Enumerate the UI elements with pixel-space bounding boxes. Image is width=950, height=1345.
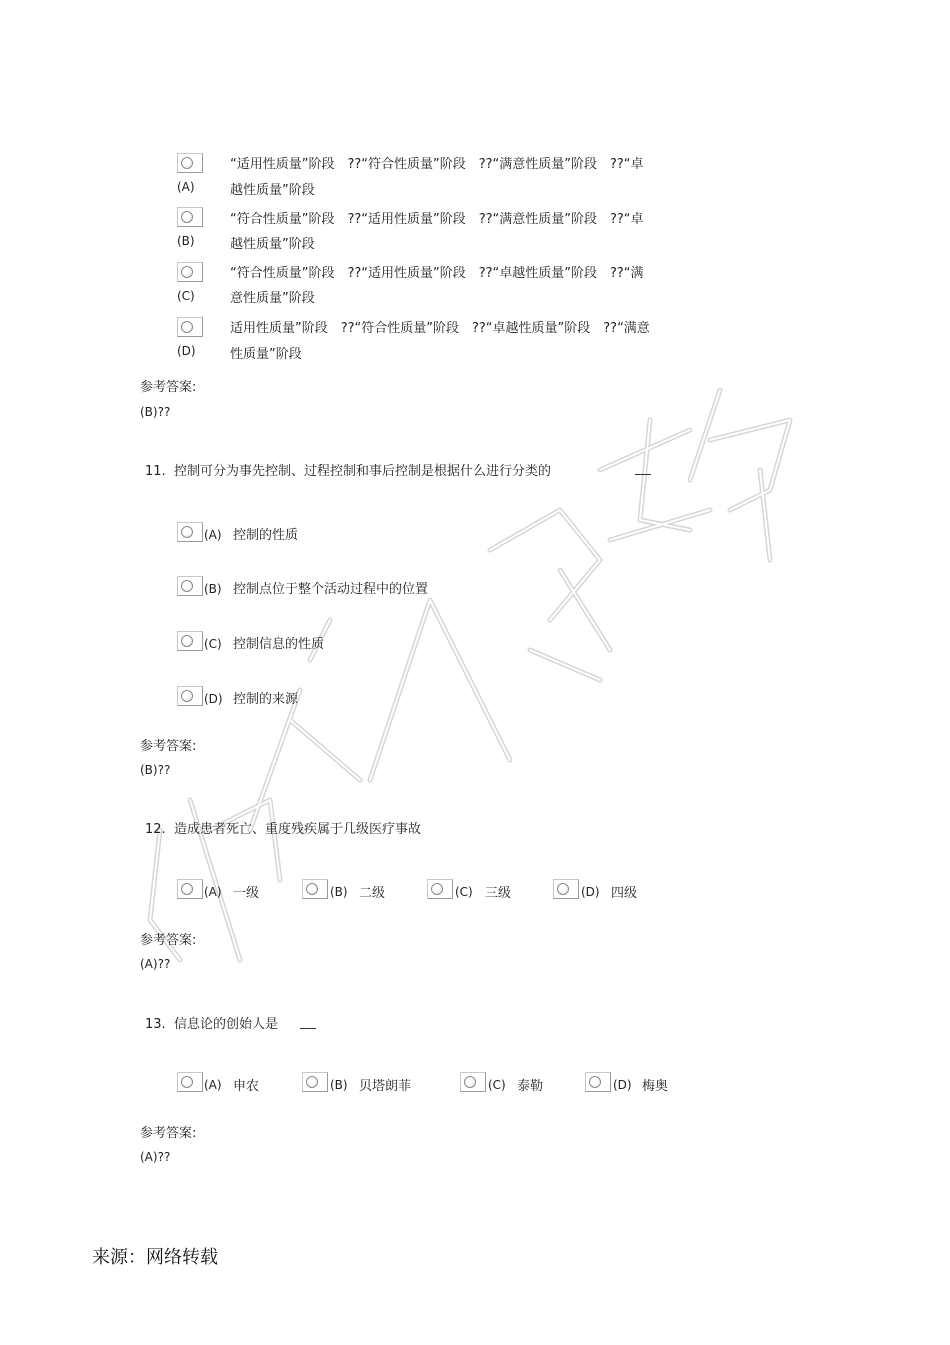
radio-button[interactable] (177, 522, 203, 542)
option-letter: (C) (488, 1078, 506, 1092)
question-12 (145, 818, 421, 837)
answer-value: (B)?? (140, 405, 171, 419)
question-text: 控制可分为事先控制、过程控制和事后控制是根据什么进行分类的 (173, 464, 551, 479)
option-text: 四级 (611, 886, 638, 901)
radio-button[interactable] (177, 879, 203, 899)
answer-label: 参考答案: (140, 933, 197, 948)
option-letter: (A) (204, 528, 222, 542)
option-letter: (C) (204, 637, 222, 651)
option-text-line2: 越性质量”阶段 (230, 237, 315, 252)
question-text: 信息论的创始人是 (173, 1017, 278, 1032)
option-text-line2: 意性质量”阶段 (230, 291, 315, 306)
answer-blank (635, 473, 651, 475)
option-text-line2: 越性质量”阶段 (230, 183, 315, 198)
option-text: 申农 (233, 1079, 260, 1094)
radio-button[interactable] (302, 1072, 328, 1092)
answer-blank (300, 1027, 316, 1029)
question-number: 12. (145, 822, 166, 837)
radio-button[interactable] (177, 631, 203, 651)
option-letter: (D) (204, 692, 223, 706)
option-text-line1: “符合性质量”阶段 ??“适用性质量”阶段 ??“满意性质量”阶段 ??“卓 (230, 212, 644, 227)
option-text: 控制信息的性质 (233, 637, 325, 652)
option-text-line1: “符合性质量”阶段 ??“适用性质量”阶段 ??“卓越性质量”阶段 ??“满 (230, 266, 644, 281)
option-letter: (A) (204, 1078, 222, 1092)
option-letter: (D) (177, 344, 196, 358)
answer-label: 参考答案: (140, 1126, 197, 1141)
radio-button[interactable] (585, 1072, 611, 1092)
option-text-line2: 性质量”阶段 (230, 347, 302, 362)
radio-button[interactable] (302, 879, 328, 899)
option-letter: (B) (330, 885, 348, 899)
radio-button[interactable] (177, 153, 203, 173)
option-text: 二级 (359, 886, 386, 901)
option-text: 梅奥 (642, 1079, 669, 1094)
option-text: 三级 (485, 886, 512, 901)
option-text: 贝塔朗菲 (359, 1079, 412, 1094)
question-text: 造成患者死亡、重度残疾属于几级医疗事故 (173, 822, 421, 837)
option-letter: (D) (613, 1078, 632, 1092)
answer-label: 参考答案: (140, 380, 197, 395)
question-11 (145, 460, 551, 479)
answer-value: (A)?? (140, 957, 171, 971)
option-text: 控制的性质 (233, 528, 299, 543)
question-number: 13. (145, 1017, 166, 1032)
option-text-line1: “适用性质量”阶段 ??“符合性质量”阶段 ??“满意性质量”阶段 ??“卓 (230, 157, 644, 172)
option-letter: (C) (455, 885, 473, 899)
radio-button[interactable] (177, 207, 203, 227)
option-text: 控制的来源 (233, 692, 299, 707)
option-letter: (B) (330, 1078, 348, 1092)
option-text-line1: 适用性质量”阶段 ??“符合性质量”阶段 ??“卓越性质量”阶段 ??“满意 (230, 321, 650, 336)
radio-button[interactable] (427, 879, 453, 899)
answer-value: (B)?? (140, 763, 171, 777)
option-letter: (C) (177, 289, 195, 303)
answer-value: (A)?? (140, 1150, 171, 1164)
radio-button[interactable] (177, 317, 203, 337)
answer-label: 参考答案: (140, 739, 197, 754)
option-text: 控制点位于整个活动过程中的位置 (233, 582, 429, 597)
radio-button[interactable] (460, 1072, 486, 1092)
option-text: 泰勒 (517, 1079, 544, 1094)
option-letter: (B) (177, 234, 195, 248)
source-note: 来源：网络转载 (92, 1247, 218, 1268)
radio-button[interactable] (553, 879, 579, 899)
radio-button[interactable] (177, 576, 203, 596)
option-letter: (D) (581, 885, 600, 899)
radio-button[interactable] (177, 1072, 203, 1092)
option-letter: (A) (204, 885, 222, 899)
option-letter: (B) (204, 582, 222, 596)
option-letter: (A) (177, 180, 195, 194)
option-text: 一级 (233, 886, 260, 901)
radio-button[interactable] (177, 262, 203, 282)
question-number: 11. (145, 464, 166, 479)
radio-button[interactable] (177, 686, 203, 706)
question-13 (145, 1013, 278, 1032)
